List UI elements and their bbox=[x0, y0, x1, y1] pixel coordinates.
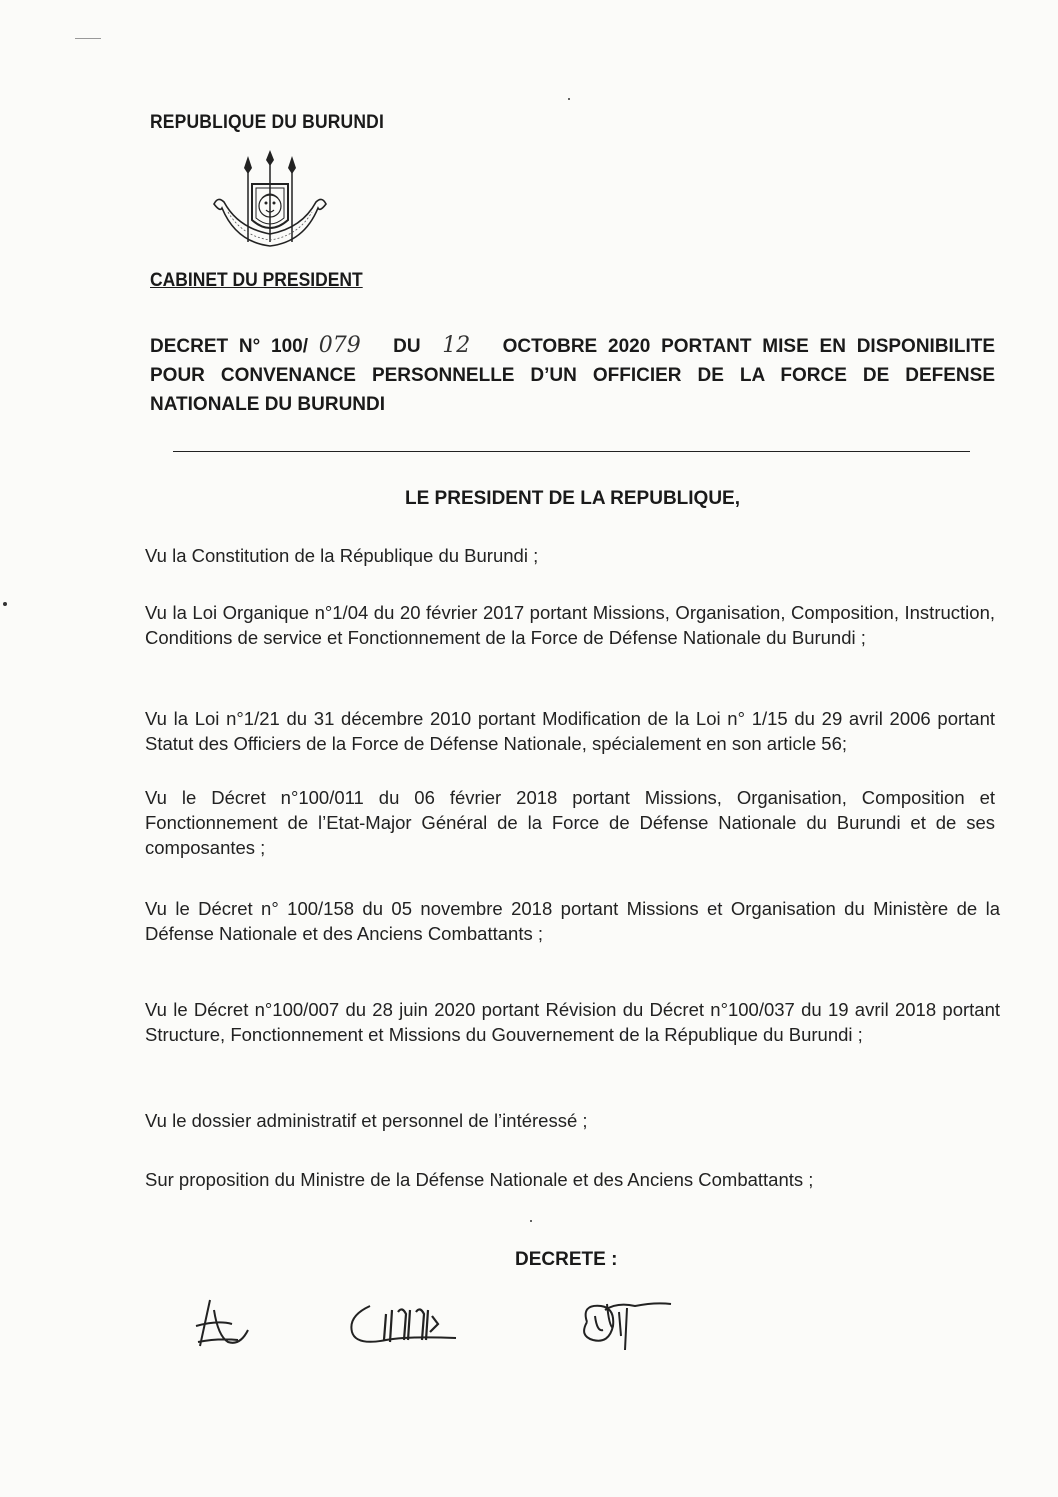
consideration-decret-gouvernement: Vu le Décret n°100/007 du 28 juin 2020 portant Révision du Décret n°100/037 du 19 avril 2018 portant Structure, Fonctionnement et Missions du Gouvernement de la République du Burundi ; bbox=[145, 999, 1000, 1045]
handwritten-decree-number: 079 bbox=[318, 333, 361, 358]
cabinet-heading: CABINET DU PRESIDENT bbox=[150, 270, 363, 291]
consideration-decret-ministere: Vu le Décret n° 100/158 du 05 novembre 2018 portant Missions et Organisation du Ministère de la Défense Nationale et des Anciens Combattants ; bbox=[145, 898, 1000, 944]
decree-title-line-3: NATIONALE DU BURUNDI bbox=[150, 394, 386, 415]
title-divider bbox=[173, 451, 970, 452]
decree-title bbox=[150, 331, 995, 419]
consideration-dossier: Vu le dossier administratif et personnel de l’intéressé ; bbox=[145, 1110, 588, 1131]
consideration-loi-organique: Vu la Loi Organique n°1/04 du 20 février 2017 portant Missions, Organisation, Composition, Instruction, Conditions de service et Fonctionnement de la Force de Défense Nationale du Burundi ; bbox=[145, 602, 995, 648]
decree-prefix: DECRET N° 100/ bbox=[150, 336, 308, 357]
decrete-heading: DECRETE : bbox=[515, 1249, 618, 1270]
decree-title-line-2: POUR CONVENANCE PERSONNELLE D’UN OFFICIER DE LA FORCE DE DEFENSE bbox=[150, 365, 995, 386]
scan-speck bbox=[530, 1220, 532, 1222]
scan-speck bbox=[568, 98, 570, 100]
scan-speck bbox=[3, 602, 7, 606]
signature-initials-1 bbox=[188, 1296, 258, 1356]
consideration-proposition: Sur proposition du Ministre de la Défense Nationale et des Anciens Combattants ; bbox=[145, 1169, 814, 1190]
republic-heading: REPUBLIQUE DU BURUNDI bbox=[150, 112, 385, 133]
scan-speck bbox=[75, 38, 101, 39]
handwritten-day: 12 bbox=[442, 333, 471, 358]
consideration-loi-statut: Vu la Loi n°1/21 du 31 décembre 2010 portant Modification de la Loi n° 1/15 du 29 avril 2006 portant Statut des Officiers de la Force de Défense Nationale, spécialement en son article 56; bbox=[145, 708, 995, 754]
signature-initials-2 bbox=[346, 1300, 464, 1356]
consideration-constitution: Vu la Constitution de la République du Burundi ; bbox=[145, 545, 539, 566]
consideration-decret-etat-major: Vu le Décret n°100/011 du 06 février 2018 portant Missions, Organisation, Composition et Fonctionnement de l’Etat-Major Général de la Force de Défense Nationale du Burundi et de ses composantes ; bbox=[145, 787, 995, 858]
president-heading: LE PRESIDENT DE LA REPUBLIQUE, bbox=[405, 488, 740, 509]
decree-title-line-1 bbox=[150, 331, 995, 361]
decree-title-line-1-rest: OCTOBRE 2020 PORTANT MISE EN DISPONIBILITE bbox=[502, 336, 995, 357]
signature-initials-3 bbox=[575, 1296, 675, 1356]
decree-du: DU bbox=[393, 336, 421, 357]
coat-of-arms-emblem bbox=[208, 150, 332, 258]
